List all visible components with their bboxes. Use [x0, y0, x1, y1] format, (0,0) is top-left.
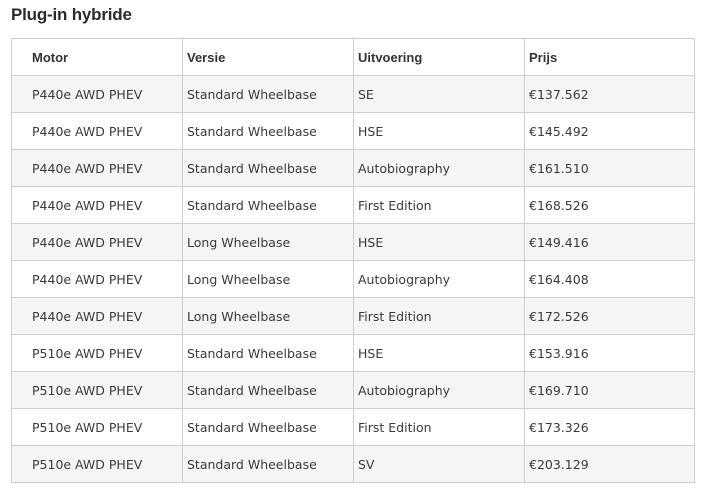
cell-uitvoering: First Edition — [354, 298, 525, 335]
table-row — [12, 150, 695, 187]
cell-versie: Standard Wheelbase — [183, 372, 354, 409]
cell-uitvoering: HSE — [354, 224, 525, 261]
cell-motor: P440e AWD PHEV — [12, 224, 183, 261]
column-header-motor: Motor — [12, 39, 183, 76]
cell-versie: Standard Wheelbase — [183, 335, 354, 372]
cell-prijs: €161.510 — [525, 150, 695, 187]
table-row — [12, 224, 695, 261]
table-row — [12, 261, 695, 298]
cell-prijs: €153.916 — [525, 335, 695, 372]
table-row — [12, 76, 695, 113]
cell-prijs: €169.710 — [525, 372, 695, 409]
cell-versie: Standard Wheelbase — [183, 446, 354, 483]
column-header-uitvoering: Uitvoering — [354, 39, 525, 76]
table-row — [12, 372, 695, 409]
price-table — [11, 38, 695, 483]
cell-prijs: €172.526 — [525, 298, 695, 335]
cell-versie: Long Wheelbase — [183, 298, 354, 335]
cell-motor: P440e AWD PHEV — [12, 150, 183, 187]
table-row — [12, 335, 695, 372]
cell-versie: Standard Wheelbase — [183, 76, 354, 113]
cell-motor: P440e AWD PHEV — [12, 187, 183, 224]
table-body — [12, 76, 695, 483]
cell-motor: P440e AWD PHEV — [12, 76, 183, 113]
cell-uitvoering: First Edition — [354, 409, 525, 446]
cell-prijs: €164.408 — [525, 261, 695, 298]
cell-motor: P440e AWD PHEV — [12, 113, 183, 150]
cell-motor: P510e AWD PHEV — [12, 335, 183, 372]
table-row — [12, 113, 695, 150]
cell-uitvoering: HSE — [354, 113, 525, 150]
cell-uitvoering: Autobiography — [354, 372, 525, 409]
cell-uitvoering: First Edition — [354, 187, 525, 224]
section-title: Plug-in hybride — [11, 5, 132, 24]
cell-motor: P510e AWD PHEV — [12, 446, 183, 483]
cell-versie: Standard Wheelbase — [183, 150, 354, 187]
cell-motor: P440e AWD PHEV — [12, 261, 183, 298]
cell-uitvoering: Autobiography — [354, 261, 525, 298]
cell-versie: Long Wheelbase — [183, 261, 354, 298]
cell-versie: Standard Wheelbase — [183, 113, 354, 150]
cell-prijs: €203.129 — [525, 446, 695, 483]
cell-prijs: €137.562 — [525, 76, 695, 113]
cell-motor: P510e AWD PHEV — [12, 409, 183, 446]
cell-motor: P440e AWD PHEV — [12, 298, 183, 335]
table-row — [12, 409, 695, 446]
cell-uitvoering: SV — [354, 446, 525, 483]
cell-motor: P510e AWD PHEV — [12, 372, 183, 409]
cell-prijs: €149.416 — [525, 224, 695, 261]
cell-versie: Long Wheelbase — [183, 224, 354, 261]
column-header-prijs: Prijs — [525, 39, 695, 76]
table-header-row — [12, 39, 695, 76]
cell-uitvoering: SE — [354, 76, 525, 113]
cell-prijs: €168.526 — [525, 187, 695, 224]
column-header-versie: Versie — [183, 39, 354, 76]
cell-prijs: €173.326 — [525, 409, 695, 446]
price-table-container — [11, 38, 694, 483]
cell-prijs: €145.492 — [525, 113, 695, 150]
table-row — [12, 298, 695, 335]
cell-versie: Standard Wheelbase — [183, 187, 354, 224]
cell-versie: Standard Wheelbase — [183, 409, 354, 446]
table-row — [12, 446, 695, 483]
cell-uitvoering: Autobiography — [354, 150, 525, 187]
cell-uitvoering: HSE — [354, 335, 525, 372]
table-row — [12, 187, 695, 224]
